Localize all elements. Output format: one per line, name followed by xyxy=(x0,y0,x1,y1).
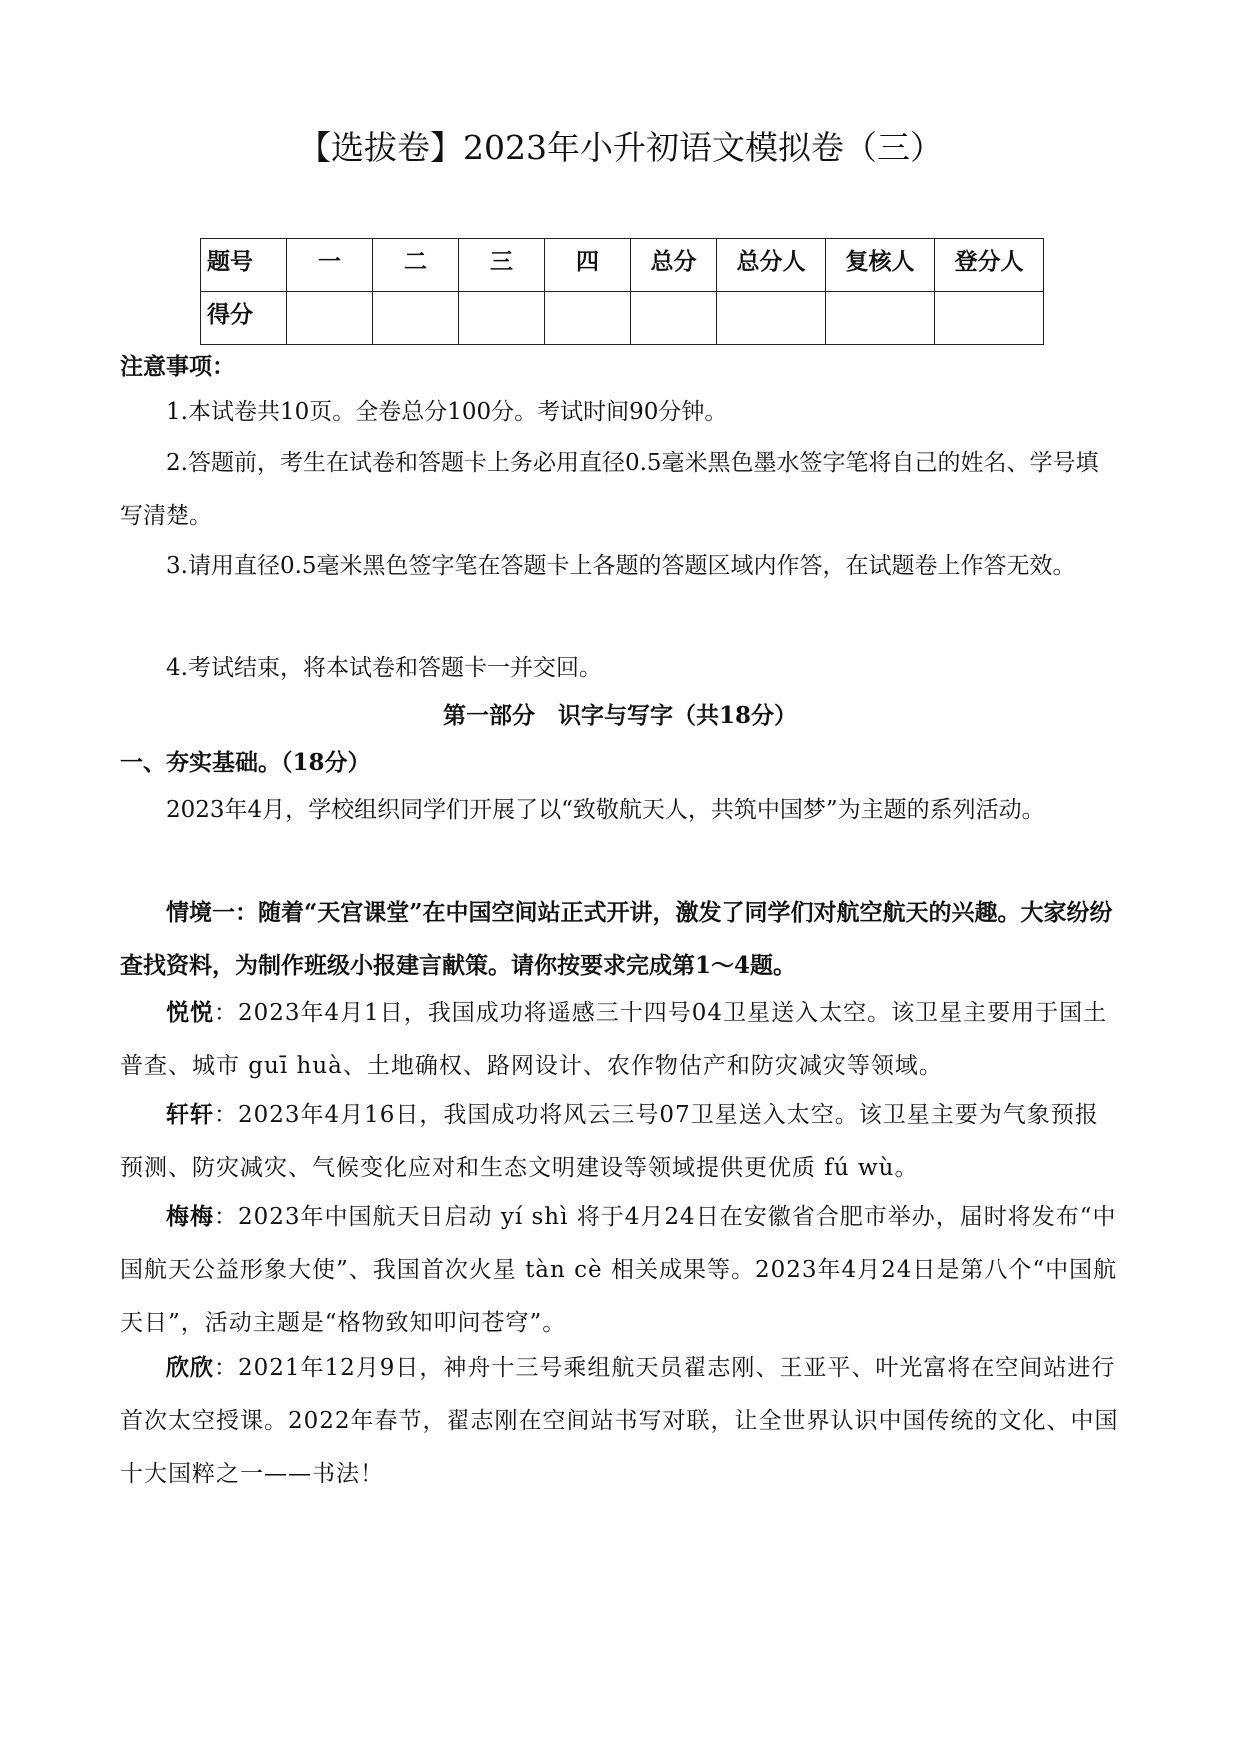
score-header-cell: 复核人 xyxy=(826,239,935,292)
entry-paragraph xyxy=(120,1190,1120,1350)
score-header-cell: 三 xyxy=(459,239,545,292)
score-row-label: 得分 xyxy=(201,292,287,345)
entry-paragraph xyxy=(120,1341,1120,1501)
score-cell[interactable] xyxy=(631,292,717,345)
note-item: 2.答题前，考生在试卷和答题卡上务必用直径0.5毫米黑色墨水签字笔将自己的姓名、学号填写清楚。 xyxy=(120,450,1099,529)
entry-text: ：2023年中国航天日启动 yí shì 将于4月24日在安徽省合肥市举办，届时将发布“中国航天公益形象大使”、我国首次火星 tàn cè 相关成果等。2023年4月24日是第八个“中国航天日”，活动主题是“格物致知叩问苍穹”。 xyxy=(120,1204,1118,1336)
entry-speaker: 轩轩 xyxy=(166,1101,214,1128)
note-item: 3.请用直径0.5毫米黑色签字笔在答题卡上各题的答题区域内作答，在试题卷上作答无效。 xyxy=(166,553,1076,579)
exam-title: 【选拔卷】2023年小升初语文模拟卷（三） xyxy=(298,128,943,167)
part-heading: 第一部分 识字与写字（共18分） xyxy=(442,702,797,729)
entry-paragraph xyxy=(120,1088,1120,1195)
note-item: 4.考试结束，将本试卷和答题卡一并交回。 xyxy=(166,655,602,681)
notes-heading: 注意事项： xyxy=(120,353,235,380)
entry-text: ：2021年12月9日，神舟十三号乘组航天员翟志刚、王亚平、叶光富将在空间站进行首次太空授课。2022年春节，翟志刚在空间站书写对联，让全世界认识中国传统的文化、中国十大国粹之一——书法！ xyxy=(120,1355,1119,1487)
entry-paragraph xyxy=(120,986,1120,1093)
score-table xyxy=(200,238,1044,345)
score-header-cell: 登分人 xyxy=(935,239,1044,292)
score-cell[interactable] xyxy=(826,292,935,345)
score-cell[interactable] xyxy=(717,292,826,345)
entry-speaker: 悦悦 xyxy=(166,999,214,1026)
entry-speaker: 欣欣 xyxy=(166,1354,214,1381)
score-cell[interactable] xyxy=(287,292,373,345)
intro-paragraph: 2023年4月，学校组织同学们开展了以“致敬航天人，共筑中国梦”为主题的系列活动。 xyxy=(166,797,1045,823)
score-header-cell: 总分 xyxy=(631,239,717,292)
score-header-cell: 二 xyxy=(373,239,459,292)
section-heading: 一、夯实基础。（18分） xyxy=(120,749,371,776)
entry-text: ：2023年4月16日，我国成功将风云三号07卫星送入太空。该卫星主要为气象预报预测、防灾减灾、气候变化应对和生态文明建设等领域提供更优质 fú wù。 xyxy=(120,1102,1099,1181)
score-header-cell: 总分人 xyxy=(717,239,826,292)
score-cell[interactable] xyxy=(373,292,459,345)
score-cell[interactable] xyxy=(935,292,1044,345)
score-table-score-row xyxy=(201,292,1044,345)
score-header-cell: 四 xyxy=(545,239,631,292)
score-cell[interactable] xyxy=(459,292,545,345)
entry-speaker: 梅梅 xyxy=(166,1203,214,1230)
scenario-paragraph: 情境一：随着“天宫课堂”在中国空间站正式开讲，激发了同学们对航空航天的兴趣。大家纷纷查找资料，为制作班级小报建言献策。请你按要求完成第1～4题。 xyxy=(120,899,1113,979)
entry-text: ：2023年4月1日，我国成功将遥感三十四号04卫星送入太空。该卫星主要用于国土普查、城市 guī huà、土地确权、路网设计、农作物估产和防灾减灾等领域。 xyxy=(120,1000,1108,1079)
score-cell[interactable] xyxy=(545,292,631,345)
score-table-header-row xyxy=(201,239,1044,292)
score-header-cell: 一 xyxy=(287,239,373,292)
note-item: 1.本试卷共10页。全卷总分100分。考试时间90分钟。 xyxy=(166,399,728,425)
score-header-cell: 题号 xyxy=(201,239,287,292)
